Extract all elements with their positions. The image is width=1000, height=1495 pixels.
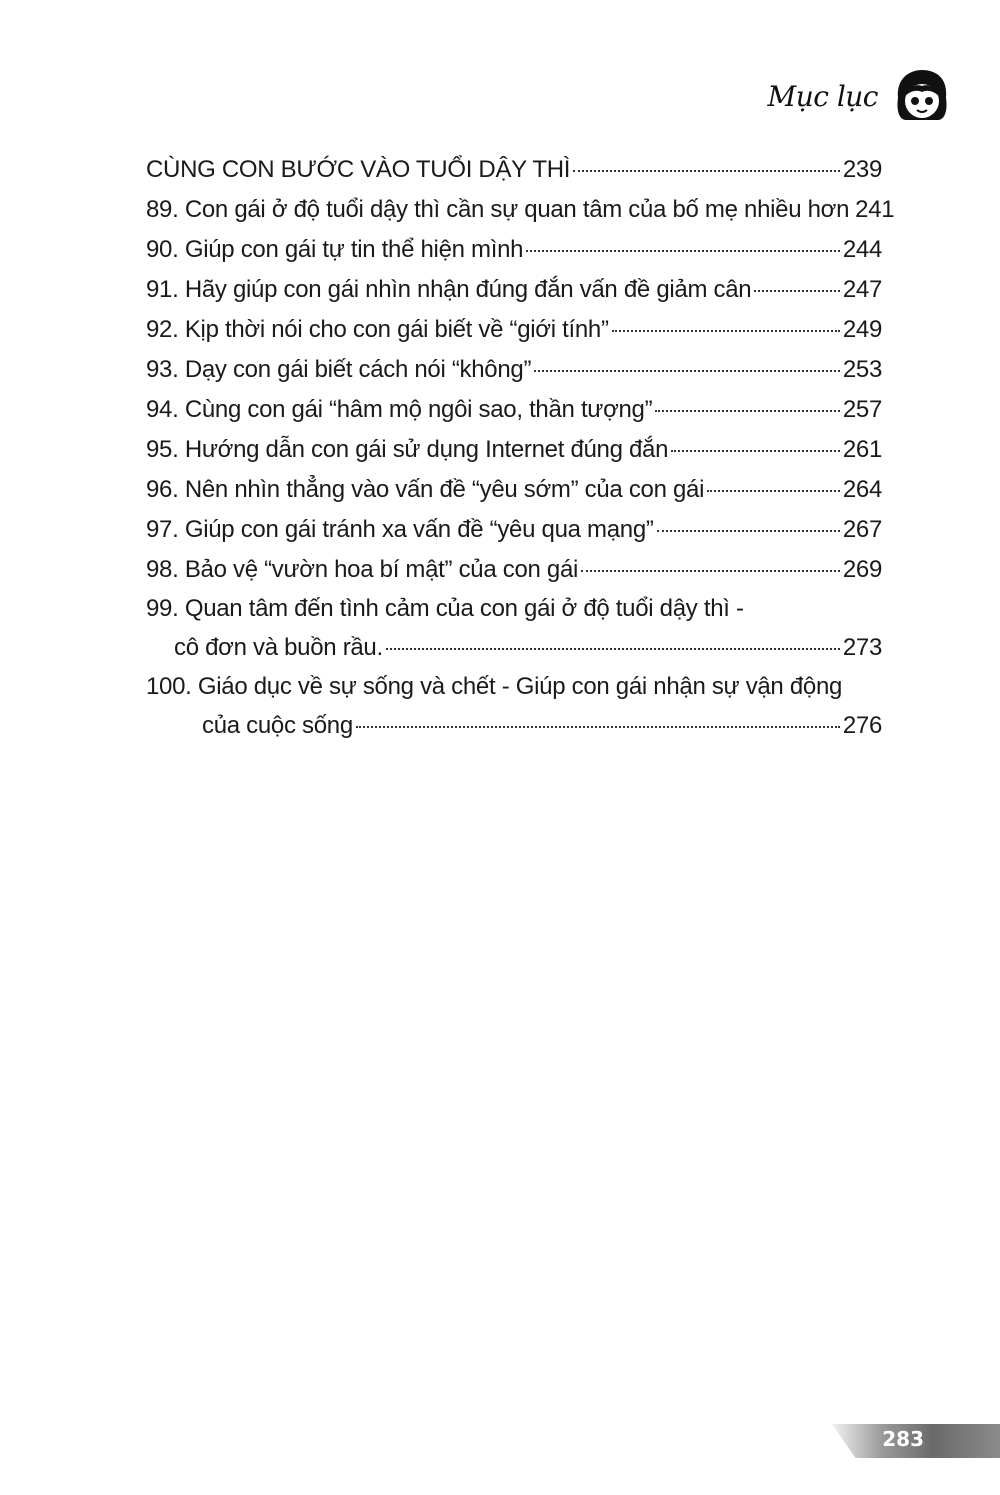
toc-entry[interactable]: [146, 390, 882, 430]
toc-section-heading[interactable]: [146, 150, 882, 190]
toc-entry-99[interactable]: [146, 590, 882, 668]
toc-entry[interactable]: [146, 550, 882, 590]
dot-leader: [581, 570, 840, 572]
table-of-contents: [146, 150, 895, 746]
toc-page: 247: [842, 276, 882, 303]
dot-leader: [534, 370, 840, 372]
toc-entry-continuation: [146, 628, 882, 668]
dot-leader: [573, 170, 840, 172]
toc-page: 241: [855, 196, 895, 223]
toc-page: 249: [842, 316, 882, 343]
toc-page: 269: [842, 556, 882, 583]
toc-page: 257: [842, 396, 882, 423]
toc-page: 244: [842, 236, 882, 263]
dot-leader: [612, 330, 840, 332]
toc-entry[interactable]: [146, 310, 882, 350]
toc-page: 276: [842, 712, 882, 739]
toc-entry[interactable]: [146, 190, 895, 230]
toc-entry[interactable]: [146, 270, 882, 310]
toc-entry[interactable]: [146, 430, 882, 470]
page-number: 283: [882, 1427, 924, 1451]
header-title: Mục lục: [767, 79, 878, 113]
dot-leader: [754, 290, 840, 292]
dot-leader: [671, 450, 840, 452]
toc-label-line1: 100. Giáo dục về sự sống và chết - Giúp con gái nhận sự vận động: [146, 673, 843, 700]
girl-face-icon: [892, 68, 952, 124]
toc-label: 97. Giúp con gái tránh xa vấn đề “yêu qua mạng”: [146, 516, 654, 543]
toc-label-line2: cô đơn và buồn rầu.: [174, 634, 383, 661]
toc-entry[interactable]: [146, 230, 882, 270]
toc-page: 264: [842, 476, 882, 503]
running-header: [768, 66, 952, 126]
toc-label: 94. Cùng con gái “hâm mộ ngôi sao, thần tượng”: [146, 396, 653, 423]
toc-page: 273: [842, 634, 882, 661]
toc-label: 95. Hướng dẫn con gái sử dụng Internet đúng đắn: [146, 436, 669, 463]
toc-label-line1: 99. Quan tâm đến tình cảm của con gái ở độ tuổi dậy thì -: [146, 595, 744, 622]
toc-label: 96. Nên nhìn thẳng vào vấn đề “yêu sớm” của con gái: [146, 476, 705, 503]
toc-label: 98. Bảo vệ “vườn hoa bí mật” của con gái: [146, 556, 579, 583]
toc-entry-continuation: [146, 706, 882, 746]
toc-entry[interactable]: [146, 350, 882, 390]
dot-leader: [655, 410, 840, 412]
toc-label: 92. Kịp thời nói cho con gái biết về “giới tính”: [146, 316, 609, 343]
toc-label: 91. Hãy giúp con gái nhìn nhận đúng đắn vấn đề giảm cân: [146, 276, 752, 303]
dot-leader: [356, 726, 840, 728]
toc-label: 93. Dạy con gái biết cách nói “không”: [146, 356, 532, 383]
dot-leader: [707, 490, 840, 492]
toc-label-line2: của cuộc sống: [202, 712, 353, 739]
toc-entry[interactable]: [146, 470, 882, 510]
toc-entry[interactable]: [146, 510, 882, 550]
toc-page: 267: [842, 516, 882, 543]
toc-label: 89. Con gái ở độ tuổi dậy thì cần sự quan tâm của bố mẹ nhiều hơn: [146, 196, 850, 223]
toc-label: 90. Giúp con gái tự tin thể hiện mình: [146, 236, 524, 263]
toc-entry-100[interactable]: [146, 668, 882, 746]
dot-leader: [657, 530, 840, 532]
dot-leader: [386, 648, 840, 650]
toc-label: CÙNG CON BƯỚC VÀO TUỔI DẬY THÌ: [146, 156, 571, 183]
dot-leader: [526, 250, 840, 252]
toc-page: 253: [842, 356, 882, 383]
toc-page: 239: [842, 156, 882, 183]
toc-page: 261: [842, 436, 882, 463]
